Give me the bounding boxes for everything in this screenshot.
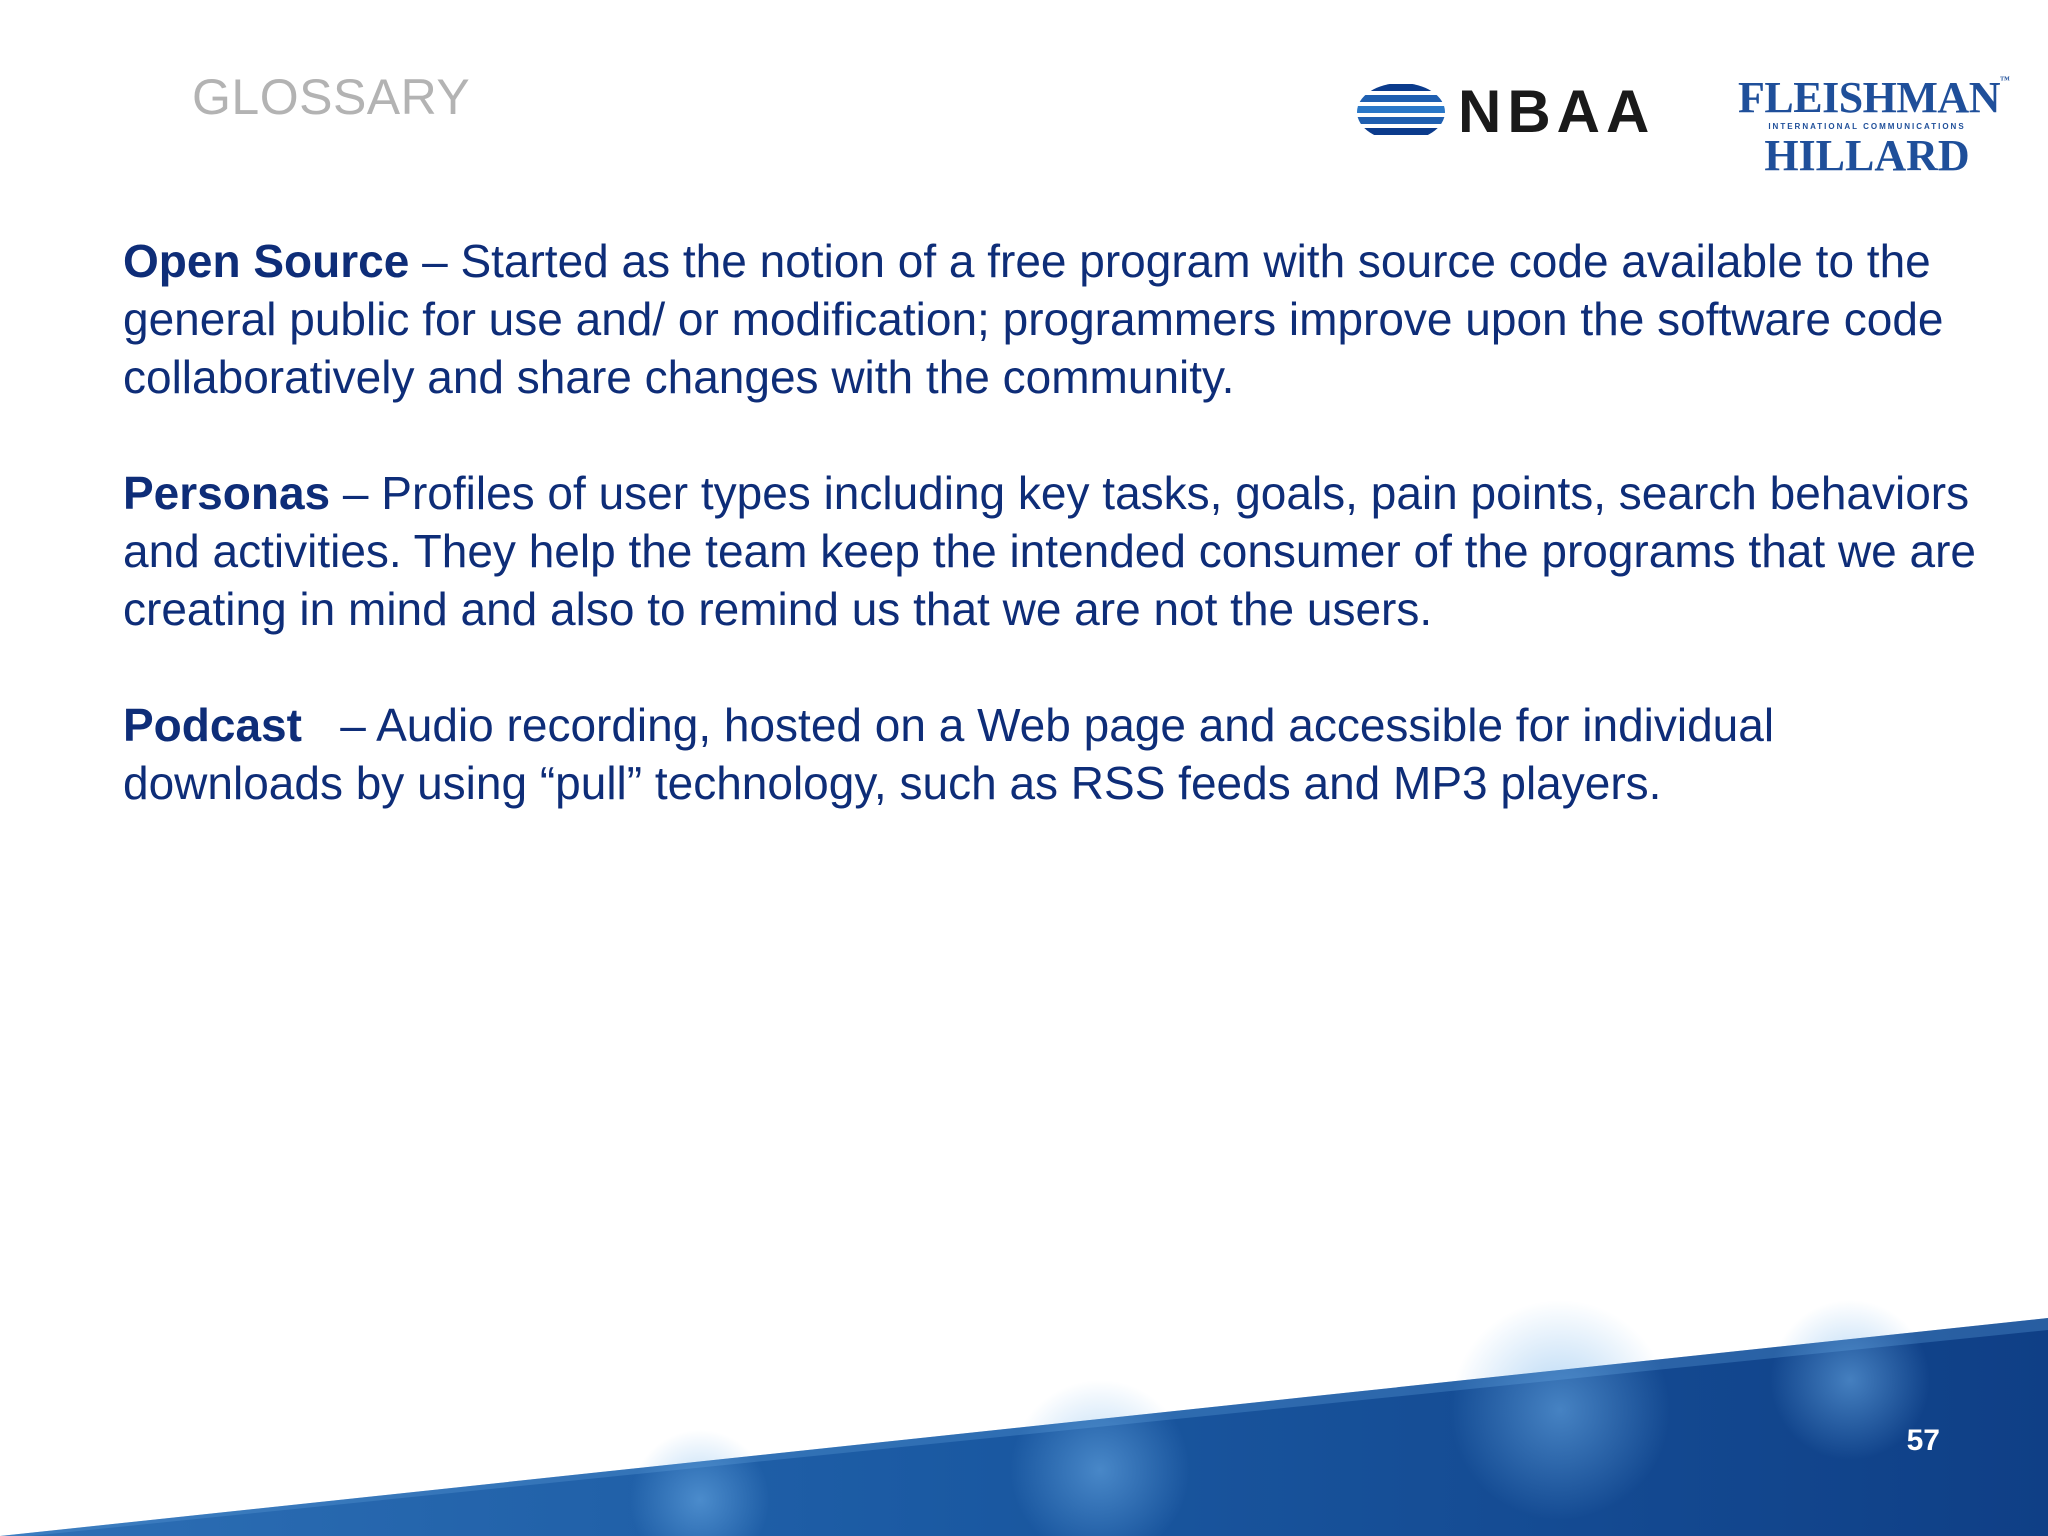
nbaa-wordmark: NBAA xyxy=(1458,78,1656,145)
glossary-term: Podcast xyxy=(123,699,302,751)
glossary-definition: – Started as the notion of a free program with source code available to the general public for use and/ or modification; programmers improve upon the software code collaboratively and share changes with the community. xyxy=(123,235,1944,403)
glossary-definition: – Profiles of user types including key tasks, goals, pain points, search behaviors and activities. They help the team keep the intended consumer of the programs that we are creating in mind and also to remind us that we are not the users. xyxy=(123,467,1977,635)
glossary-term: Personas xyxy=(123,467,331,519)
slide-title: GLOSSARY xyxy=(192,69,471,125)
page-number: 57 xyxy=(1906,1424,1940,1457)
glossary-definition: – Audio recording, hosted on a Web page and accessible for individual downloads by using “pull” technology, such as RSS feeds and MP3 players. xyxy=(123,699,1787,809)
fh-logo-tagline: INTERNATIONAL COMMUNICATIONS xyxy=(1768,122,1966,131)
fh-logo-line1: FLEISHMAN™ xyxy=(1738,73,2010,122)
fh-logo-line2: HILLARD xyxy=(1764,131,1970,180)
glossary-term: Open Source xyxy=(123,235,410,287)
